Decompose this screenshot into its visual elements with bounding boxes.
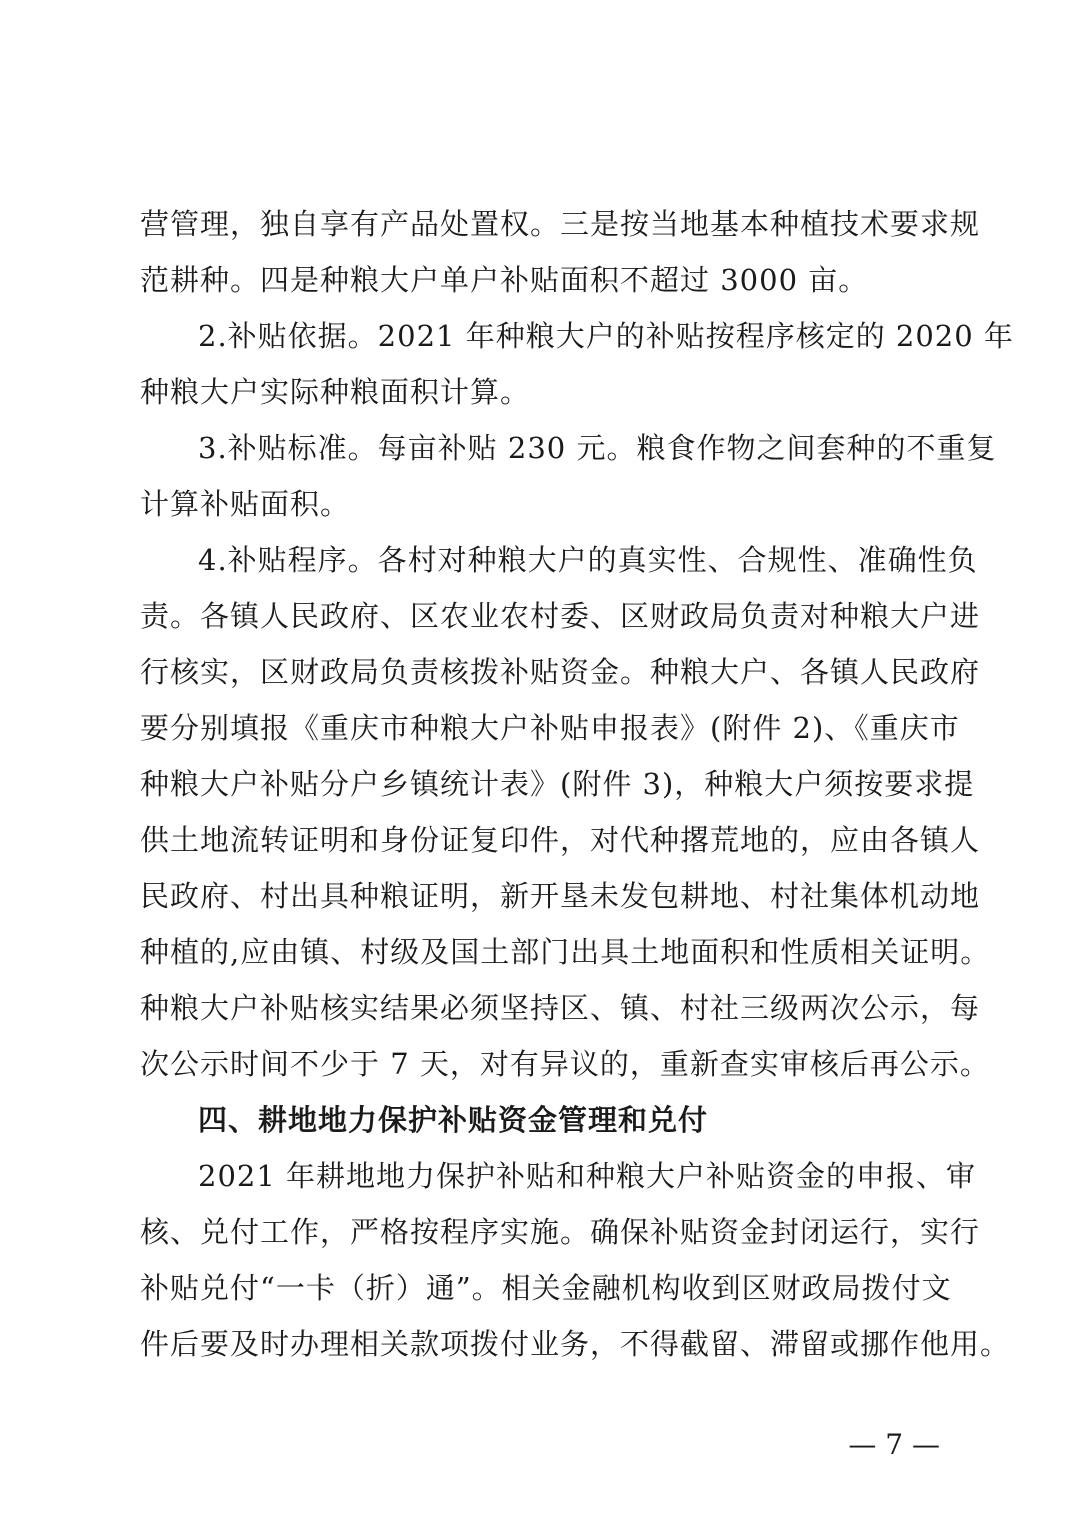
text-line: 种植的,应由镇、村级及国土部门出具土地面积和性质相关证明。 (140, 935, 991, 969)
text-line: 次公示时间不少于 7 天，对有异议的，重新查实审核后再公示。 (140, 1047, 990, 1081)
text-line: 责。各镇人民政府、区农业农村委、区财政局负责对种粮大户进 (140, 599, 981, 633)
text-line: 4.补贴程序。各村对种粮大户的真实性、合规性、准确性负 (198, 543, 978, 577)
text-line: 营管理，独自享有产品处置权。三是按当地基本种植技术要求规 (140, 207, 981, 241)
text-line: 种粮大户补贴核实结果必须坚持区、镇、村社三级两次公示，每 (140, 991, 981, 1025)
text-line: 民政府、村出具种粮证明，新开垦未发包耕地、村社集体机动地 (140, 879, 981, 913)
text-line: 件后要及时办理相关款项拨付业务，不得截留、滞留或挪作他用。 (140, 1327, 1011, 1361)
text-line: 计算补贴面积。 (140, 487, 351, 521)
text-line: 行核实，区财政局负责核拨补贴资金。种粮大户、各镇人民政府 (140, 655, 981, 689)
text-line: 范耕种。四是种粮大户单户补贴面积不超过 3000 亩。 (140, 263, 869, 297)
text-line: 核、兑付工作，严格按程序实施。确保补贴资金封闭运行，实行 (140, 1215, 981, 1249)
text-line: 3.补贴标准。每亩补贴 230 元。粮食作物之间套种的不重复 (198, 431, 997, 465)
text-line: 2021 年耕地地力保护补贴和种粮大户补贴资金的申报、审 (198, 1159, 977, 1193)
page-number: — 7 — (848, 1428, 940, 1461)
text-line: 种粮大户补贴分户乡镇统计表》(附件 3)，种粮大户须按要求提 (140, 767, 975, 801)
text-line: 种粮大户实际种粮面积计算。 (140, 375, 531, 409)
section-heading: 四、耕地地力保护补贴资金管理和兑付 (198, 1103, 709, 1137)
text-line: 供土地流转证明和身份证复印件，对代种撂荒地的，应由各镇人 (140, 823, 981, 857)
text-line: 2.补贴依据。2021 年种粮大户的补贴按程序核定的 2020 年 (198, 319, 1014, 353)
text-line: 要分别填报《重庆市种粮大户补贴申报表》(附件 2)、《重庆市 (140, 711, 960, 745)
text-line: 补贴兑付“一卡（折）通”。相关金融机构收到区财政局拨付文 (140, 1271, 952, 1305)
